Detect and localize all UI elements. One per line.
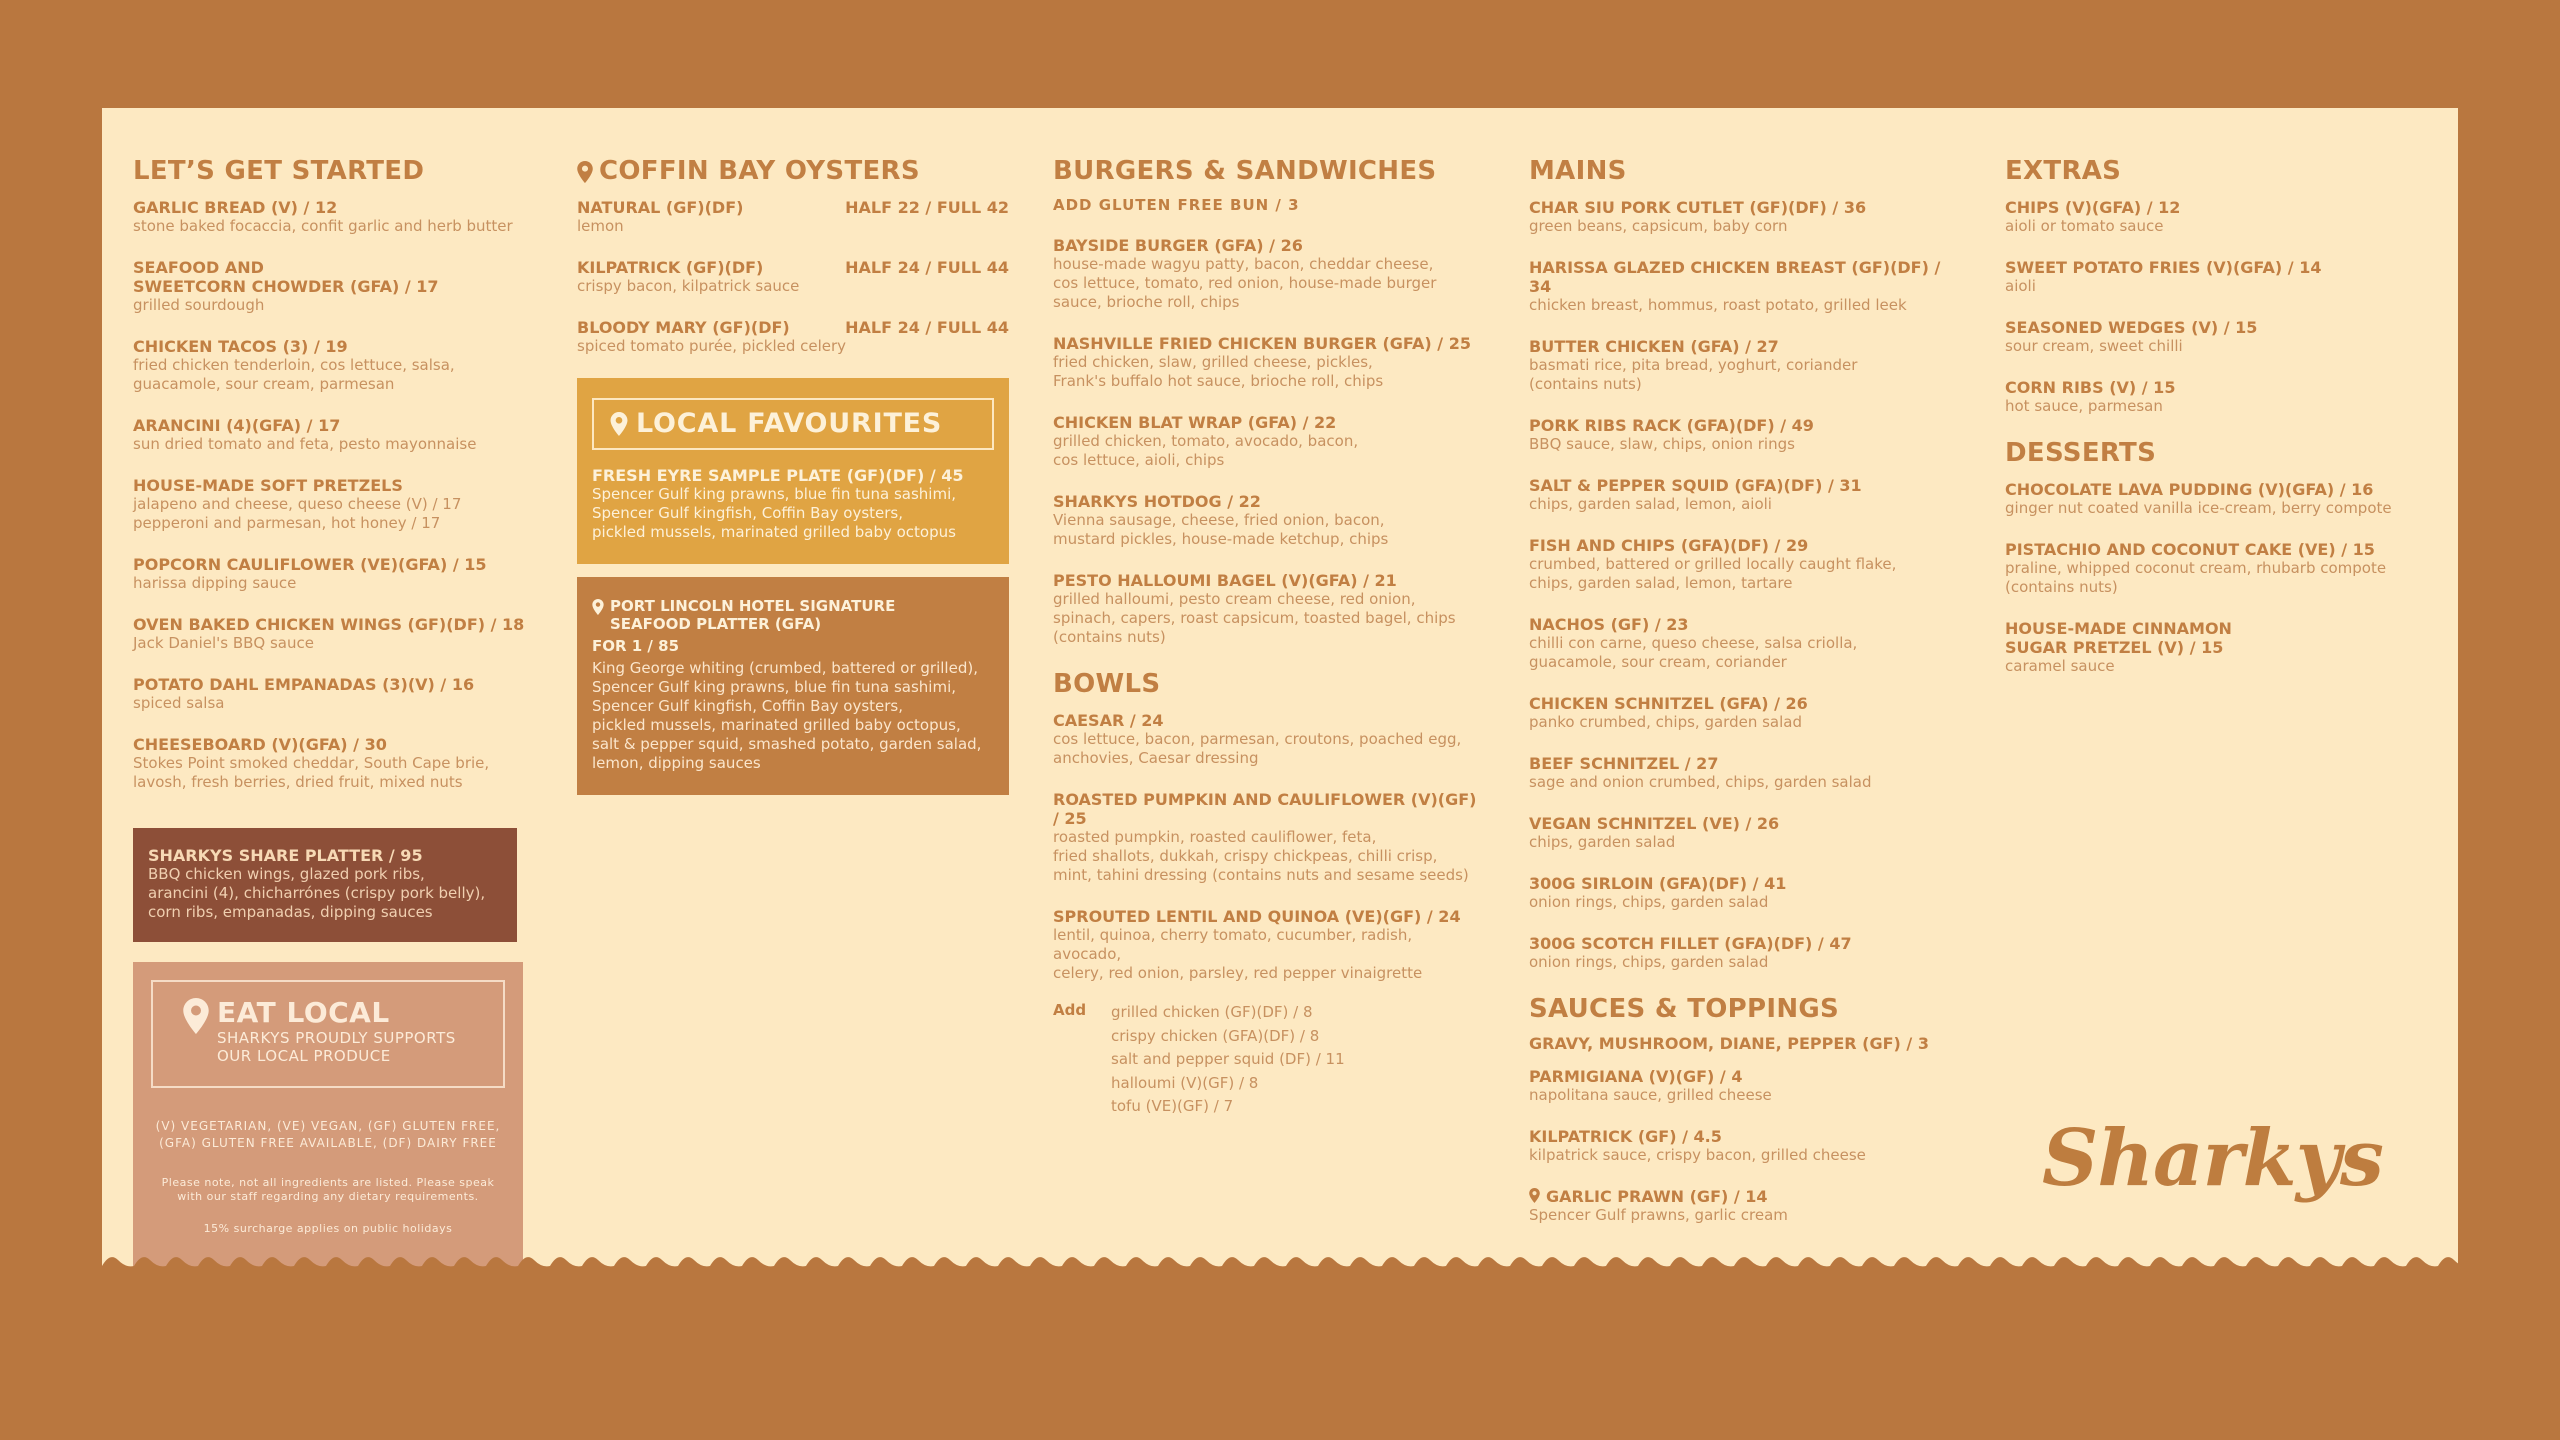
menu-item-name: 300G SIRLOIN (GFA)(DF) / 41 — [1529, 874, 1787, 893]
bowls-title: BOWLS — [1053, 669, 1161, 699]
menu-item-desc: Stokes Point smoked cheddar, South Cape brie, lavosh, fresh berries, dried fruit, mixed nuts — [133, 754, 490, 791]
menu-item — [1529, 337, 1959, 394]
menu-item — [133, 615, 533, 653]
section-title: LET’S GET STARTED — [133, 156, 425, 186]
section-title — [577, 156, 1009, 186]
menu-item — [1529, 258, 1959, 315]
sample-plate-desc: Spencer Gulf king prawns, blue fin tuna sashimi, Spencer Gulf kingfish, Coffin Bay oysters, pickled mussels, marinated grilled baby octopus — [592, 485, 957, 541]
add-on-item: salt and pepper squid (DF) / 11 — [1111, 1050, 1345, 1068]
column-coffin-bay-oysters — [577, 156, 1009, 378]
section-title: EXTRAS — [2005, 156, 2122, 186]
surcharge-note: 15% surcharge applies on public holidays — [203, 1222, 453, 1235]
menu-item-name: 300G SCOTCH FILLET (GFA)(DF) / 47 — [1529, 934, 1852, 953]
menu-item-name: ARANCINI (4)(GFA) / 17 — [133, 416, 341, 435]
menu-item-name: KILPATRICK (GF)(DF) — [577, 258, 764, 277]
menu-item — [1529, 476, 1959, 514]
menu-item-desc: chips, garden salad, lemon, aioli — [1529, 495, 1772, 513]
menu-item-desc: panko crumbed, chips, garden salad — [1529, 713, 1802, 731]
menu-item — [1053, 790, 1483, 885]
menu-item-name: NASHVILLE FRIED CHICKEN BURGER (GFA) / 25 — [1053, 334, 1471, 353]
eat-local-subtitle: SHARKYS PROUDLY SUPPORTS OUR LOCAL PRODUCE — [217, 1029, 456, 1065]
menu-item-desc: fried chicken tenderloin, cos lettuce, salsa, guacamole, sour cream, parmesan — [133, 356, 455, 393]
menu-item-desc: basmati rice, pita bread, yoghurt, coriander (contains nuts) — [1529, 356, 1858, 393]
menu-item — [1529, 615, 1959, 672]
menu-item — [133, 555, 533, 593]
menu-item-name: CHAR SIU PORK CUTLET (GF)(DF) / 36 — [1529, 198, 1867, 217]
menu-item — [1529, 694, 1959, 732]
menu-item — [2005, 258, 2425, 296]
menu-item-name: SALT & PEPPER SQUID (GFA)(DF) / 31 — [1529, 476, 1862, 495]
section-title: MAINS — [1529, 156, 1627, 186]
eat-local-frame — [151, 980, 505, 1088]
menu-item — [133, 476, 533, 533]
share-platter-name: SHARKYS SHARE PLATTER / 95 — [148, 846, 423, 865]
menu-item-name: ROASTED PUMPKIN AND CAULIFLOWER (V)(GF) / 25 — [1053, 790, 1477, 828]
menu-item — [2005, 480, 2425, 518]
menu-item-name: CHICKEN TACOS (3) / 19 — [133, 337, 348, 356]
sharkys-logo: Sharkys — [2042, 1113, 2383, 1204]
add-on-item: tofu (VE)(GF) / 7 — [1111, 1097, 1234, 1115]
map-pin-icon — [183, 998, 209, 1034]
menu-item-desc: chips, garden salad — [1529, 833, 1676, 851]
allergy-note: Please note, not all ingredients are listed. Please speak with our staff regarding any dietary requirements. — [161, 1176, 495, 1203]
menu-item-name: CORN RIBS (V) / 15 — [2005, 378, 2176, 397]
signature-name: PORT LINCOLN HOTEL SIGNATURE SEAFOOD PLATTER (GFA) — [610, 597, 896, 633]
menu-item-desc: Jack Daniel's BBQ sauce — [133, 634, 314, 652]
menu-item — [2005, 198, 2425, 236]
menu-item-desc: spiced salsa — [133, 694, 225, 712]
column-mains — [1529, 156, 1959, 1247]
column-lets-get-started — [133, 156, 533, 814]
menu-item — [1529, 1067, 1959, 1105]
menu-item-name — [1529, 1187, 1959, 1206]
menu-item-price: HALF 24 / FULL 44 — [845, 318, 1009, 337]
menu-item-name: CHICKEN SCHNITZEL (GFA) / 26 — [1529, 694, 1808, 713]
add-list — [1111, 1001, 1345, 1119]
menu-item-desc: hot sauce, parmesan — [2005, 397, 2163, 415]
menu-item-desc: chilli con carne, queso cheese, salsa criolla, guacamole, sour cream, coriander — [1529, 634, 1858, 671]
share-platter-desc: BBQ chicken wings, glazed pork ribs, arancini (4), chicharrónes (crispy pork belly), corn ribs, empanadas, dipping sauces — [148, 865, 486, 921]
menu-item — [1053, 236, 1483, 312]
map-pin-icon — [592, 599, 604, 615]
menu-item-name: BLOODY MARY (GF)(DF) — [577, 318, 790, 337]
menu-item-name: PISTACHIO AND COCONUT CAKE (VE) / 15 — [2005, 540, 2375, 559]
menu-item-name: PESTO HALLOUMI BAGEL (V)(GFA) / 21 — [1053, 571, 1397, 590]
menu-item-name: CHEESEBOARD (V)(GFA) / 30 — [133, 735, 387, 754]
gluten-free-bun-note: ADD GLUTEN FREE BUN / 3 — [1053, 196, 1300, 214]
share-platter-box — [133, 828, 517, 942]
column-extras-desserts — [2005, 156, 2425, 698]
menu-item-price: HALF 24 / FULL 44 — [845, 258, 1009, 277]
menu-item-desc: Vienna sausage, cheese, fried onion, bacon, mustard pickles, house-made ketchup, chips — [1053, 511, 1389, 548]
map-pin-icon — [1529, 1188, 1540, 1203]
oysters-title: COFFIN BAY OYSTERS — [599, 156, 920, 186]
menu-item-name: CAESAR / 24 — [1053, 711, 1164, 730]
menu-item — [577, 318, 1009, 356]
menu-item-desc: spiced tomato purée, pickled celery — [577, 337, 847, 355]
add-label: Add — [1053, 1001, 1087, 1019]
menu-item-desc: jalapeno and cheese, queso cheese (V) / 17 pepperoni and parmesan, hot honey / 17 — [133, 495, 462, 532]
menu-item-desc: crispy bacon, kilpatrick sauce — [577, 277, 800, 295]
menu-item-name: HOUSE-MADE SOFT PRETZELS — [133, 476, 403, 495]
menu-item — [133, 198, 533, 236]
menu-item-name: PORK RIBS RACK (GFA)(DF) / 49 — [1529, 416, 1814, 435]
local-favourites-frame — [592, 398, 994, 450]
menu-item — [577, 198, 1009, 236]
menu-item-name: CHICKEN BLAT WRAP (GFA) / 22 — [1053, 413, 1337, 432]
menu-item-desc: sun dried tomato and feta, pesto mayonnaise — [133, 435, 477, 453]
menu-item-name: OVEN BAKED CHICKEN WINGS (GF)(DF) / 18 — [133, 615, 525, 634]
menu-item-desc: fried chicken, slaw, grilled cheese, pickles, Frank's buffalo hot sauce, brioche roll, chips — [1053, 353, 1384, 390]
menu-item — [1053, 413, 1483, 470]
map-pin-icon — [610, 412, 628, 436]
menu-item-desc: aioli or tomato sauce — [2005, 217, 2164, 235]
menu-item-name: SHARKYS HOTDOG / 22 — [1053, 492, 1261, 511]
menu-item — [133, 258, 533, 315]
sample-plate-name: FRESH EYRE SAMPLE PLATE (GF)(DF) / 45 — [592, 466, 964, 485]
menu-item — [2005, 619, 2425, 676]
menu-item-desc: cos lettuce, bacon, parmesan, croutons, poached egg, anchovies, Caesar dressing — [1053, 730, 1462, 767]
menu-item-desc: sage and onion crumbed, chips, garden salad — [1529, 773, 1872, 791]
signature-for: FOR 1 / 85 — [592, 637, 680, 655]
menu-item-desc: Spencer Gulf prawns, garlic cream — [1529, 1206, 1788, 1224]
menu-item-desc: chicken breast, hommus, roast potato, grilled leek — [1529, 296, 1907, 314]
menu-item-desc: lentil, quinoa, cherry tomato, cucumber, radish, avocado, celery, red onion, parsley, red pepper vinaigrette — [1053, 926, 1423, 982]
desserts-title: DESSERTS — [2005, 438, 2157, 468]
add-on-item: halloumi (V)(GF) / 8 — [1111, 1073, 1259, 1092]
menu-item-desc: kilpatrick sauce, crispy bacon, grilled cheese — [1529, 1146, 1866, 1164]
local-favourites-box — [577, 378, 1009, 564]
menu-item — [133, 416, 533, 454]
menu-item-desc: onion rings, chips, garden salad — [1529, 893, 1769, 911]
menu-item-name: CHOCOLATE LAVA PUDDING (V)(GFA) / 16 — [2005, 480, 2374, 499]
menu-item-desc: BBQ sauce, slaw, chips, onion rings — [1529, 435, 1795, 453]
menu-item-name: PARMIGIANA (V)(GF) / 4 — [1529, 1067, 1743, 1086]
menu-item-name-text: GARLIC PRAWN (GF) / 14 — [1546, 1187, 1768, 1206]
menu-item — [1529, 754, 1959, 792]
menu-item-name: NATURAL (GF)(DF) — [577, 198, 744, 217]
menu-item-name: BUTTER CHICKEN (GFA) / 27 — [1529, 337, 1779, 356]
menu-item — [1053, 334, 1483, 391]
menu-item-desc: harissa dipping sauce — [133, 574, 297, 592]
menu-item — [577, 258, 1009, 296]
menu-item — [1053, 492, 1483, 549]
menu-item — [1529, 416, 1959, 454]
menu-item-desc: aioli — [2005, 277, 2036, 295]
eat-local-box — [133, 962, 523, 1270]
menu-item-name: POTATO DAHL EMPANADAS (3)(V) / 16 — [133, 675, 475, 694]
menu-item-desc: stone baked focaccia, confit garlic and herb butter — [133, 217, 513, 235]
wave-border — [102, 1248, 2458, 1284]
menu-item — [1529, 536, 1959, 593]
menu-item — [133, 735, 533, 792]
menu-item — [1053, 711, 1483, 768]
menu-item — [1529, 934, 1959, 972]
menu-item — [2005, 318, 2425, 356]
menu-item-name: SEASONED WEDGES (V) / 15 — [2005, 318, 2258, 337]
menu-item-name: POPCORN CAULIFLOWER (VE)(GFA) / 15 — [133, 555, 487, 574]
sauces-title: SAUCES & TOPPINGS — [1529, 994, 1840, 1024]
menu-item-desc: grilled chicken, tomato, avocado, bacon, cos lettuce, aioli, chips — [1053, 432, 1359, 469]
menu-item-desc: crumbed, battered or grilled locally caught flake, chips, garden salad, lemon, tartare — [1529, 555, 1897, 592]
menu-item-name: SPROUTED LENTIL AND QUINOA (VE)(GF) / 24 — [1053, 907, 1461, 926]
menu-item-desc: grilled sourdough — [133, 296, 265, 314]
sauces-note: GRAVY, MUSHROOM, DIANE, PEPPER (GF) / 3 — [1529, 1034, 1929, 1053]
menu-item-row — [577, 198, 1009, 217]
menu-item — [133, 337, 533, 394]
menu-item-row — [577, 318, 1009, 337]
menu-item-name: HOUSE-MADE CINNAMON SUGAR PRETZEL (V) / 15 — [2005, 619, 2232, 657]
add-ons — [1053, 1001, 1483, 1119]
menu-item-name: SEAFOOD AND SWEETCORN CHOWDER (GFA) / 17 — [133, 258, 439, 296]
menu-item — [1529, 874, 1959, 912]
menu-item — [2005, 378, 2425, 416]
menu-item — [1529, 198, 1959, 236]
menu-item-name: VEGAN SCHNITZEL (VE) / 26 — [1529, 814, 1780, 833]
map-pin-icon — [577, 161, 593, 183]
eat-local-title: EAT LOCAL — [217, 996, 390, 1029]
menu-item-row — [577, 258, 1009, 277]
menu-item-desc: lemon — [577, 217, 624, 235]
menu-item — [1529, 1127, 1959, 1165]
add-on-item: grilled chicken (GF)(DF) / 8 — [1111, 1003, 1313, 1021]
menu-item — [2005, 540, 2425, 597]
menu-item-desc: green beans, capsicum, baby corn — [1529, 217, 1788, 235]
menu-item-desc: caramel sauce — [2005, 657, 2115, 675]
menu-item-desc: house-made wagyu patty, bacon, cheddar cheese, cos lettuce, tomato, red onion, house-made burger sauce, brioche roll, chips — [1053, 255, 1437, 311]
menu-item — [1053, 571, 1483, 647]
menu-item-name: BEEF SCHNITZEL / 27 — [1529, 754, 1719, 773]
menu-item-desc: praline, whipped coconut cream, rhubarb compote (contains nuts) — [2005, 559, 2387, 596]
menu-item-name: GARLIC BREAD (V) / 12 — [133, 198, 338, 217]
menu-sheet — [102, 108, 2458, 1283]
menu-item-desc: ginger nut coated vanilla ice-cream, berry compote — [2005, 499, 2392, 517]
menu-item-desc: onion rings, chips, garden salad — [1529, 953, 1769, 971]
menu-item-name: KILPATRICK (GF) / 4.5 — [1529, 1127, 1722, 1146]
menu-item-desc: grilled halloumi, pesto cream cheese, red onion, spinach, capers, roast capsicum, toasted bagel, chips (contains nuts) — [1053, 590, 1456, 646]
menu-item-name: CHIPS (V)(GFA) / 12 — [2005, 198, 2181, 217]
dietary-legend: (V) VEGETARIAN, (VE) VEGAN, (GF) GLUTEN FREE, (GFA) GLUTEN FREE AVAILABLE, (DF) DAIRY FREE — [155, 1119, 501, 1150]
menu-item-name: HARISSA GLAZED CHICKEN BREAST (GF)(DF) / 34 — [1529, 258, 1941, 296]
menu-item-desc: roasted pumpkin, roasted cauliflower, feta, fried shallots, dukkah, crispy chickpeas, chilli crisp, mint, tahini dressing (contains nuts and sesame seeds) — [1053, 828, 1469, 884]
menu-item-name: SWEET POTATO FRIES (V)(GFA) / 14 — [2005, 258, 2322, 277]
menu-item-desc: napolitana sauce, grilled cheese — [1529, 1086, 1772, 1104]
column-burgers-bowls — [1053, 156, 1483, 1119]
menu-item — [1529, 814, 1959, 852]
signature-platter-box — [577, 577, 1009, 795]
signature-desc: King George whiting (crumbed, battered or grilled), Spencer Gulf king prawns, blue fin tuna sashimi, Spencer Gulf kingfish, Coffin Bay oysters, pickled mussels, marinated grilled baby octopus, salt & pepper squid, smashed potato, garden salad, lemon, dipping sauces — [592, 659, 982, 772]
menu-item-name: NACHOS (GF) / 23 — [1529, 615, 1689, 634]
menu-item — [133, 675, 533, 713]
add-on-item: crispy chicken (GFA)(DF) / 8 — [1111, 1026, 1320, 1045]
menu-item-name: BAYSIDE BURGER (GFA) / 26 — [1053, 236, 1303, 255]
section-title: BURGERS & SANDWICHES — [1053, 156, 1437, 186]
menu-item — [1529, 1187, 1959, 1225]
menu-item-price: HALF 22 / FULL 42 — [845, 198, 1009, 217]
local-favourites-title: LOCAL FAVOURITES — [636, 408, 943, 439]
menu-item-name: FISH AND CHIPS (GFA)(DF) / 29 — [1529, 536, 1809, 555]
menu-item — [1053, 907, 1483, 983]
signature-header — [592, 597, 994, 633]
menu-item-desc: sour cream, sweet chilli — [2005, 337, 2183, 355]
